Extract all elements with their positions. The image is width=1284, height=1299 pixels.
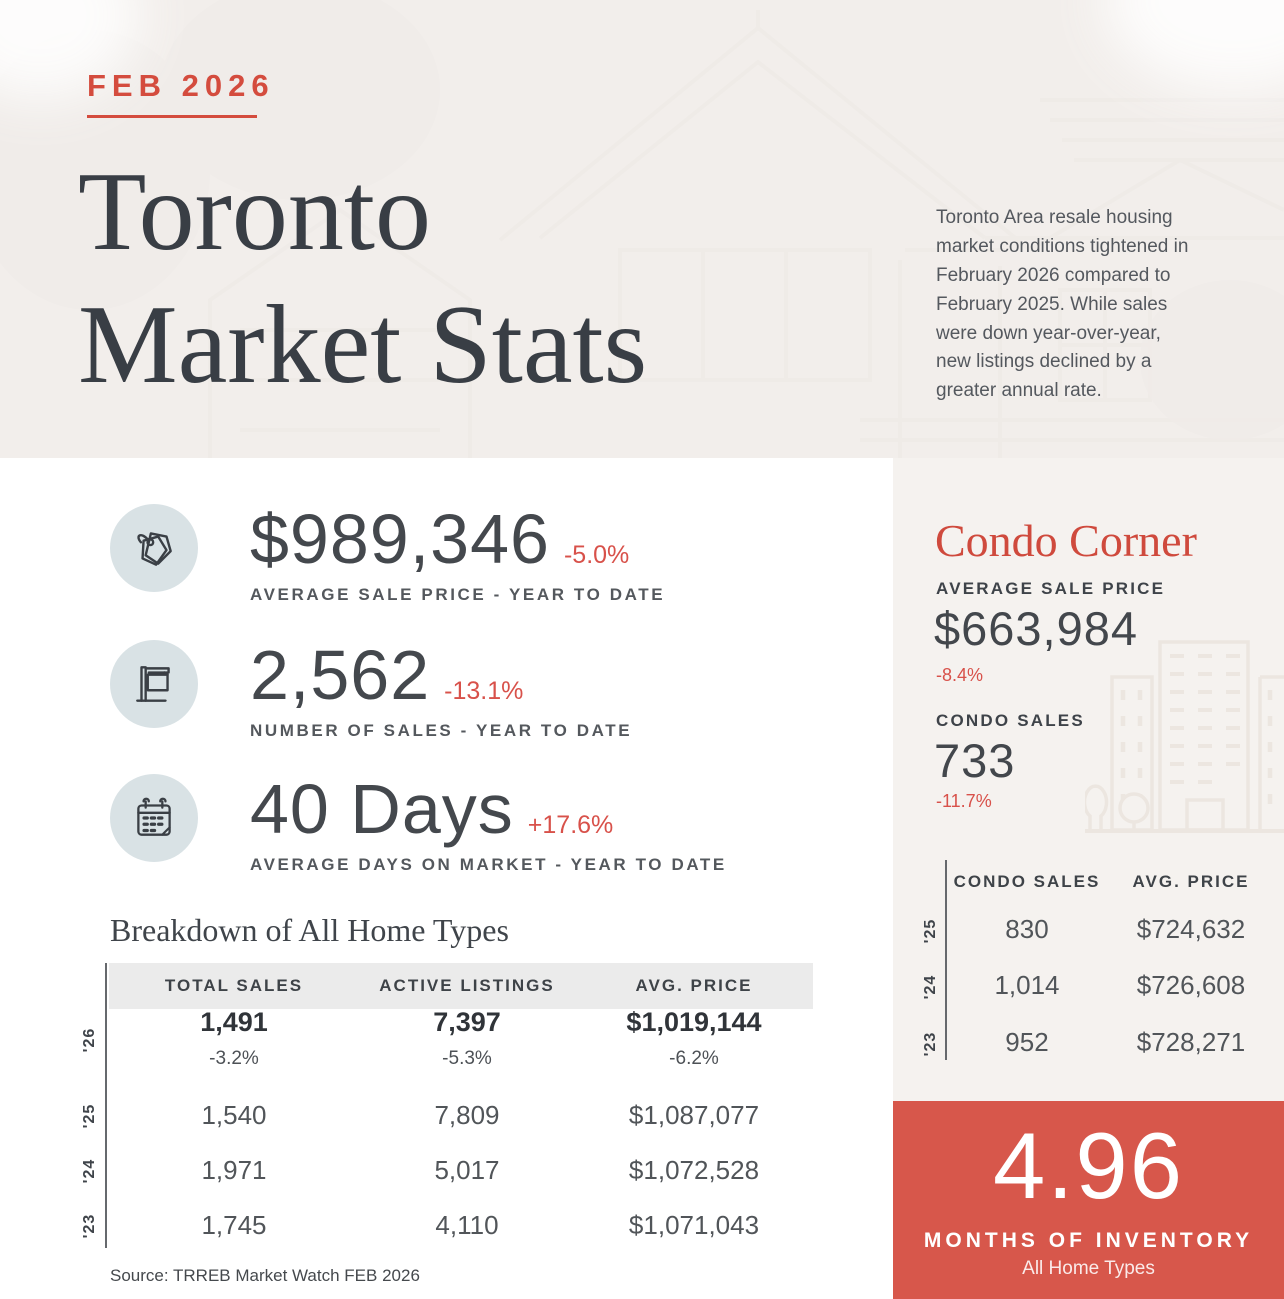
- average-sale-price-value: $989,346: [250, 500, 550, 578]
- column-header-avg-price: AVG. PRICE: [635, 976, 753, 995]
- number-of-sales-change: -13.1%: [444, 677, 524, 705]
- source-note: Source: TRREB Market Watch FEB 2026: [110, 1266, 420, 1285]
- condo-avg-price-label: AVERAGE SALE PRICE: [936, 579, 1166, 598]
- column-header-active-listings: ACTIVE LISTINGS: [379, 976, 555, 995]
- issue-underline: [87, 115, 257, 118]
- cell-value: 5,017: [434, 1155, 500, 1185]
- number-of-sales-label: NUMBER OF SALES - YEAR TO DATE: [250, 721, 633, 741]
- stat-value: [250, 772, 727, 846]
- table-row: [949, 914, 1277, 945]
- cell-value: 1,971: [201, 1155, 267, 1185]
- row-year-label: '24: [922, 974, 939, 1000]
- condo-buildings-illustration: [1085, 640, 1284, 835]
- column-header-condo-avg-price: AVG. PRICE: [1132, 872, 1250, 891]
- condo-sales-label: CONDO SALES: [936, 711, 1085, 730]
- table-row: [109, 1155, 813, 1186]
- header-banner: [0, 0, 1284, 458]
- cell-value: $726,608: [1136, 970, 1246, 1000]
- row-year-label: '23: [81, 1213, 98, 1239]
- condo-sales-value: 733: [934, 734, 1016, 787]
- cell-value: $1,072,528: [628, 1155, 760, 1185]
- table-row: [109, 1007, 813, 1070]
- months-of-inventory-box: [893, 1101, 1284, 1299]
- stat-body: [250, 502, 665, 605]
- issue-date: FEB 2026: [87, 68, 275, 103]
- stat-value: [250, 638, 632, 712]
- table-header-row: [109, 976, 813, 996]
- average-sale-price-label: AVERAGE SALE PRICE - YEAR TO DATE: [250, 585, 666, 605]
- inventory-label: MONTHS OF INVENTORY: [923, 1229, 1254, 1252]
- condo-avg-price-change: -8.4%: [936, 665, 984, 685]
- number-of-sales-value: 2,562: [250, 636, 431, 714]
- cell-value: 7,809: [434, 1100, 500, 1130]
- condo-table-header-row: [949, 872, 1277, 892]
- cell-value: $1,071,043: [628, 1210, 760, 1240]
- for-sale-sign-icon: [110, 640, 198, 728]
- cell-value: 1,014: [994, 970, 1060, 1000]
- price-tags-icon: [110, 504, 198, 592]
- row-year-label: '25: [81, 1103, 98, 1129]
- cell-change: -5.3%: [442, 1048, 492, 1069]
- table-row: [949, 1027, 1277, 1058]
- table-row: [109, 1100, 813, 1131]
- inventory-sublabel: All Home Types: [1022, 1258, 1155, 1279]
- stat-days-on-market: [110, 772, 727, 875]
- days-on-market-change: +17.6%: [527, 811, 614, 839]
- page-title-line2: Market Stats: [78, 283, 648, 408]
- condo-avg-price-value: $663,984: [934, 602, 1139, 655]
- intro-paragraph: Toronto Area resale housing market conditions tightened in February 2026 compared to February 2025. While sales were down year-over-year, new listings declined by a greater annual rate.: [936, 207, 1189, 402]
- cell-value: 1,745: [201, 1210, 267, 1240]
- row-year-label: '23: [922, 1031, 939, 1057]
- calendar-icon: [110, 774, 198, 862]
- cell-value: $728,271: [1136, 1027, 1246, 1057]
- cell-value: 1,491: [200, 1007, 268, 1037]
- days-on-market-value: 40 Days: [250, 770, 514, 848]
- table-row: [109, 1210, 813, 1241]
- cell-value: $724,632: [1136, 914, 1246, 944]
- condo-table: [922, 860, 1277, 1060]
- breakdown-section-title: Breakdown of All Home Types: [110, 912, 509, 948]
- condo-sales-change: -11.7%: [936, 791, 992, 811]
- days-on-market-label: AVERAGE DAYS ON MARKET - YEAR TO DATE: [250, 855, 727, 875]
- stat-number-of-sales: [110, 638, 632, 741]
- condo-corner-panel: [893, 458, 1284, 1101]
- stat-body: [250, 772, 727, 875]
- inventory-value: 4.96: [993, 1113, 1184, 1218]
- condo-corner-title: Condo Corner: [935, 515, 1197, 566]
- cell-value: 4,110: [435, 1210, 499, 1240]
- stat-body: [250, 638, 632, 741]
- cell-value: $1,019,144: [626, 1007, 762, 1037]
- cell-value: $1,087,077: [628, 1100, 760, 1130]
- cell-value: 1,540: [201, 1100, 267, 1130]
- cell-value: 7,397: [433, 1007, 501, 1037]
- row-year-label: '26: [81, 1027, 98, 1053]
- stat-average-sale-price: [110, 502, 665, 605]
- table-row: [949, 970, 1277, 1001]
- row-year-label: '25: [922, 918, 939, 944]
- average-sale-price-change: -5.0%: [563, 541, 630, 569]
- page-title-line1: Toronto: [78, 150, 432, 274]
- cell-value: 830: [1005, 914, 1049, 944]
- cell-change: -6.2%: [669, 1048, 719, 1069]
- row-year-label: '24: [81, 1158, 98, 1184]
- page-title: [78, 146, 647, 413]
- column-header-total-sales: TOTAL SALES: [164, 976, 304, 995]
- cell-change: -3.2%: [209, 1048, 259, 1069]
- cell-value: 952: [1005, 1027, 1049, 1057]
- stat-value: [250, 502, 665, 576]
- breakdown-table: [81, 963, 811, 1248]
- column-header-condo-sales: CONDO SALES: [953, 872, 1101, 891]
